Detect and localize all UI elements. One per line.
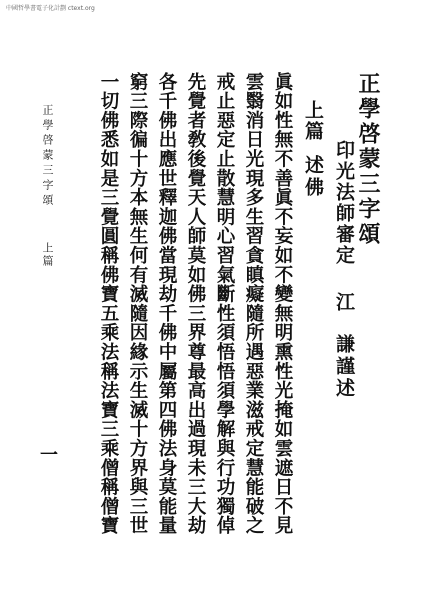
margin-volume: 上篇 — [41, 242, 54, 268]
text-column: 先覺者敎後覺天人師莫如佛三界尊最高出過現未三大劫 — [185, 72, 206, 536]
section-volume: 上篇 — [302, 100, 324, 142]
text-column: 戒止惡定止散慧明心習氣斷性須悟悟須學解與行功獨倬 — [214, 72, 235, 536]
reviewer-credit: 印光法師審定 — [333, 140, 355, 266]
text-column: 各千佛出應世釋迦佛當現劫千佛中屬第四佛法身莫能量 — [156, 72, 177, 536]
author-byline: 謙謹述 — [333, 334, 355, 400]
watermark: 中國哲學書電子化計劃 ctext.org — [6, 5, 95, 12]
page-number: 一 — [37, 445, 58, 463]
margin-title: 正學啓蒙三字頌 — [41, 104, 54, 209]
text-column: 窮三際徧十方本無生何有滅隨因緣示生滅十方界與三世 — [127, 72, 148, 536]
text-column: 雲翳消日光現多生習貪瞋癡隨所遇惡業滋戒定慧能破之 — [243, 72, 264, 536]
section-title: 述佛 — [302, 155, 324, 199]
text-column: 眞如性無不善眞不妄如不變無明熏性光掩如雲遮日不見 — [272, 72, 293, 536]
document-title: 正學啓蒙三字頌 — [355, 72, 381, 247]
author-surname: 江 — [333, 292, 355, 311]
text-column: 一切佛悉如是三覺圓稱佛寶五乘法稱法寶三乘僧稱僧寶 — [98, 72, 119, 536]
